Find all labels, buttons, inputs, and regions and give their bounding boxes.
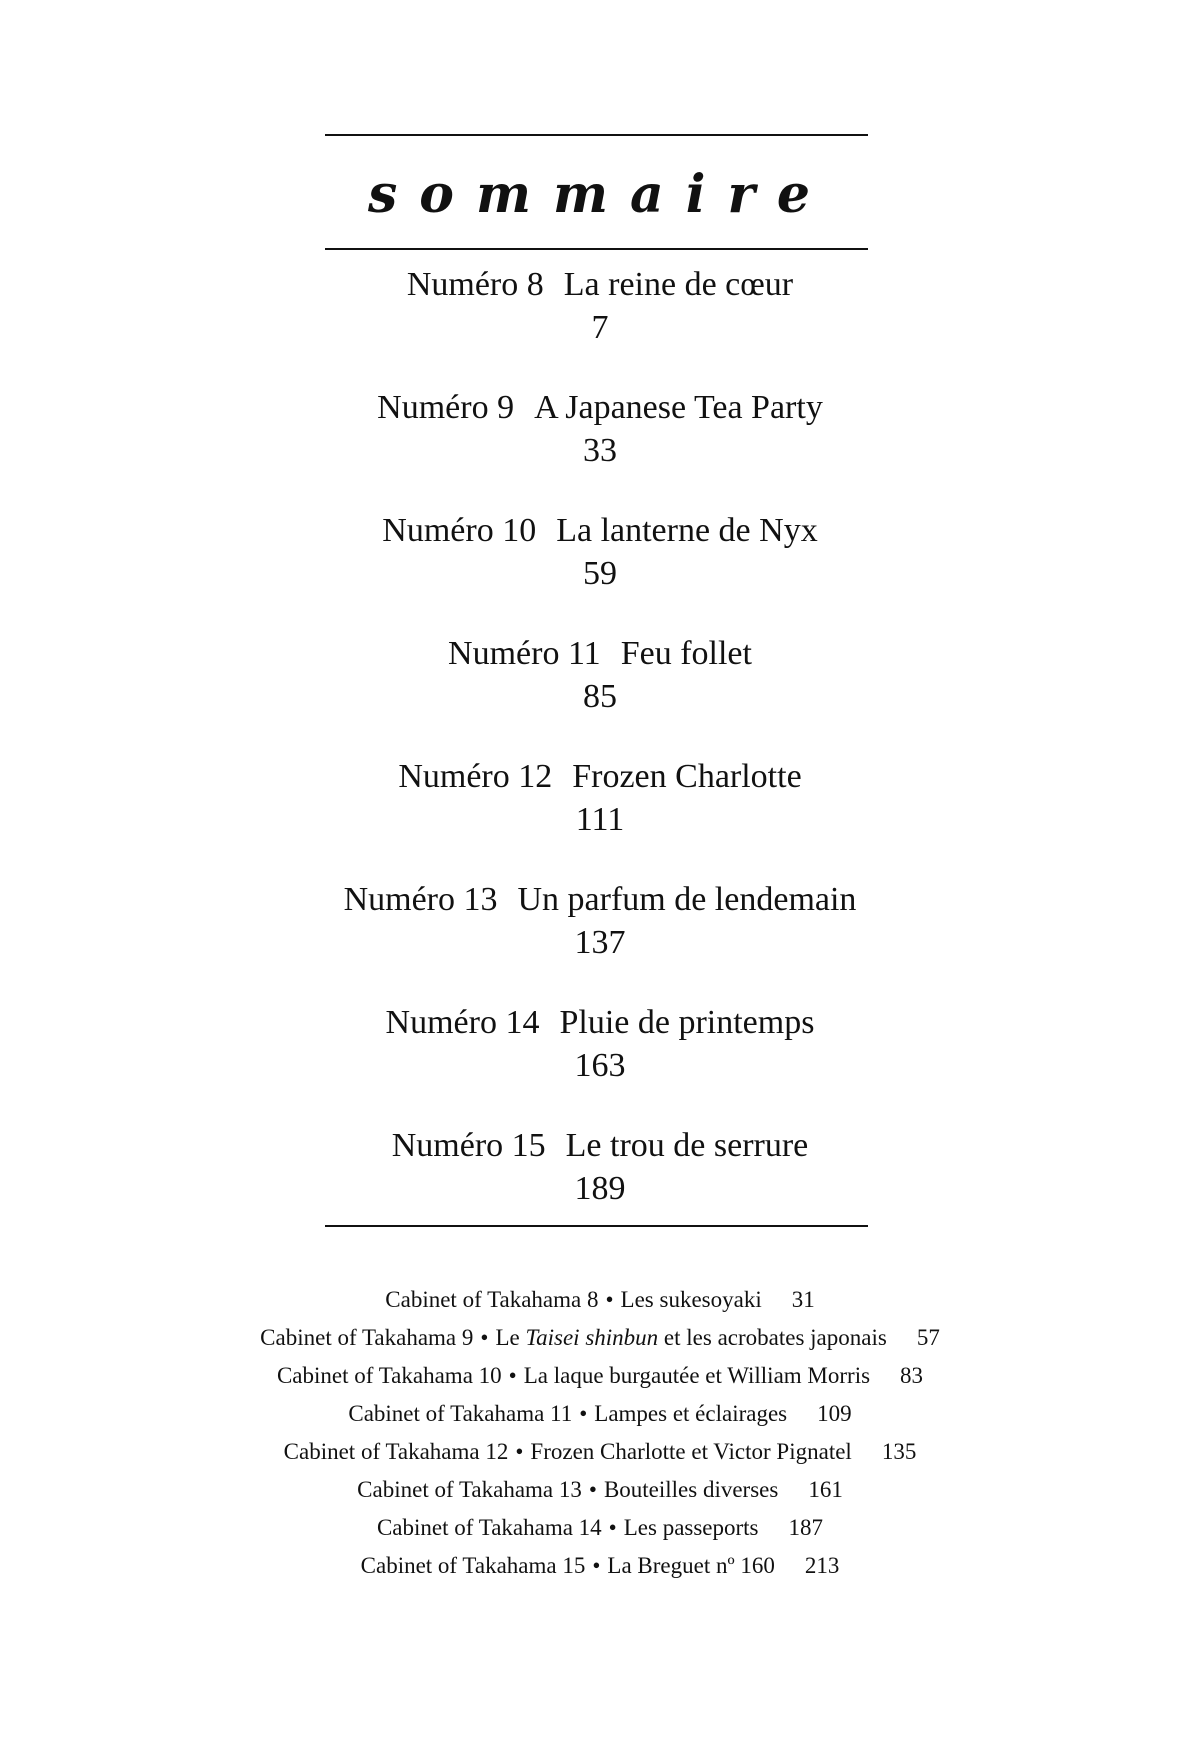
cabinet-page-number: 161 — [808, 1477, 843, 1502]
cabinet-label: Cabinet of Takahama 11 — [348, 1401, 573, 1426]
cabinet-title: Les passeports — [623, 1515, 759, 1540]
chapter-number: Numéro 11 — [448, 635, 601, 672]
chapter-heading — [0, 996, 1200, 1050]
cabinet-title: La Breguet nº 160 — [607, 1553, 775, 1578]
cabinet-title: Le — [495, 1325, 526, 1350]
cabinet-title: Frozen Charlotte et Victor Pignatel — [530, 1439, 852, 1464]
chapter-heading — [0, 873, 1200, 927]
cabinet-list — [0, 1281, 1200, 1585]
chapter-page-number: 59 — [583, 555, 617, 592]
chapter-entry — [0, 873, 1200, 996]
cabinet-title: La laque burgautée et William Morris — [523, 1363, 871, 1388]
chapter-heading — [0, 381, 1200, 435]
chapter-entry — [0, 996, 1200, 1119]
cabinet-entry — [0, 1357, 1200, 1395]
chapter-title: La reine de cœur — [563, 266, 794, 303]
page-title: sommaire — [368, 164, 832, 225]
chapter-number: Numéro 8 — [406, 266, 544, 303]
bullet-separator: • — [579, 1401, 588, 1426]
cabinet-label: Cabinet of Takahama 13 — [357, 1477, 582, 1502]
chapter-title: Le trou de serrure — [565, 1127, 809, 1164]
chapter-heading — [0, 627, 1200, 681]
bullet-separator: • — [605, 1287, 614, 1312]
bullet-separator: • — [588, 1477, 597, 1502]
chapter-entry — [0, 1119, 1200, 1242]
cabinet-entry — [0, 1281, 1200, 1319]
chapter-number: Numéro 14 — [385, 1004, 540, 1041]
chapter-entry — [0, 750, 1200, 873]
chapter-title: La lanterne de Nyx — [556, 512, 818, 549]
chapter-entry — [0, 381, 1200, 504]
bullet-separator: • — [608, 1515, 617, 1540]
chapter-number: Numéro 9 — [377, 389, 515, 426]
cabinet-title-tail: et les acrobates japonais — [658, 1325, 887, 1350]
cabinet-label: Cabinet of Takahama 14 — [376, 1515, 602, 1540]
chapter-title: A Japanese Tea Party — [534, 389, 823, 426]
bullet-separator: • — [515, 1439, 524, 1464]
cabinet-page-number: 57 — [916, 1325, 940, 1350]
chapter-page-number: 137 — [574, 924, 626, 961]
chapter-number: Numéro 10 — [382, 512, 537, 549]
cabinet-label: Cabinet of Takahama 15 — [360, 1553, 586, 1578]
cabinet-label: Cabinet of Takahama 9 — [260, 1325, 474, 1350]
cabinet-page-number: 83 — [900, 1363, 924, 1388]
chapter-page-number: 111 — [575, 801, 625, 838]
bottom-divider — [325, 1225, 868, 1227]
bullet-separator: • — [508, 1363, 517, 1388]
title-divider — [325, 248, 868, 250]
chapter-heading — [0, 504, 1200, 558]
cabinet-label: Cabinet of Takahama 12 — [283, 1439, 509, 1464]
cabinet-title: Bouteilles diverses — [603, 1477, 779, 1502]
cabinet-label: Cabinet of Takahama 10 — [276, 1363, 502, 1388]
cabinet-page-number: 213 — [804, 1553, 840, 1578]
cabinet-page-number: 135 — [881, 1439, 917, 1464]
chapter-page-number: 189 — [574, 1170, 626, 1207]
chapter-title: Pluie de printemps — [559, 1004, 815, 1041]
chapter-list — [0, 258, 1200, 1242]
cabinet-entry — [0, 1471, 1200, 1509]
chapter-heading — [0, 258, 1200, 312]
cabinet-entry — [0, 1319, 1200, 1357]
cabinet-title: Lampes et éclairages — [594, 1401, 788, 1426]
chapter-page-number: 33 — [583, 432, 617, 469]
chapter-entry — [0, 504, 1200, 627]
chapter-entry — [0, 258, 1200, 381]
cabinet-page-number: 109 — [817, 1401, 852, 1426]
bullet-separator: • — [592, 1553, 601, 1578]
cabinet-label: Cabinet of Takahama 8 — [385, 1287, 599, 1312]
chapter-number: Numéro 15 — [391, 1127, 546, 1164]
chapter-page-number: 163 — [574, 1047, 626, 1084]
cabinet-page-number: 31 — [791, 1287, 815, 1312]
chapter-number: Numéro 12 — [398, 758, 553, 795]
chapter-heading — [0, 1119, 1200, 1173]
cabinet-title: Les sukesoyaki — [620, 1287, 762, 1312]
cabinet-entry — [0, 1547, 1200, 1585]
chapter-title: Frozen Charlotte — [572, 758, 802, 795]
chapter-title: Feu follet — [620, 635, 752, 672]
cabinet-entry — [0, 1395, 1200, 1433]
chapter-heading — [0, 750, 1200, 804]
chapter-page-number: 85 — [583, 678, 617, 715]
cabinet-page-number: 187 — [788, 1515, 824, 1540]
top-divider — [325, 134, 868, 136]
chapter-page-number: 7 — [591, 309, 609, 346]
chapter-title: Un parfum de lendemain — [517, 881, 857, 918]
cabinet-title-italic: Taisei shinbun — [525, 1325, 659, 1350]
bullet-separator: • — [480, 1325, 489, 1350]
cabinet-entry — [0, 1433, 1200, 1471]
chapter-number: Numéro 13 — [343, 881, 498, 918]
cabinet-entry — [0, 1509, 1200, 1547]
chapter-entry — [0, 627, 1200, 750]
